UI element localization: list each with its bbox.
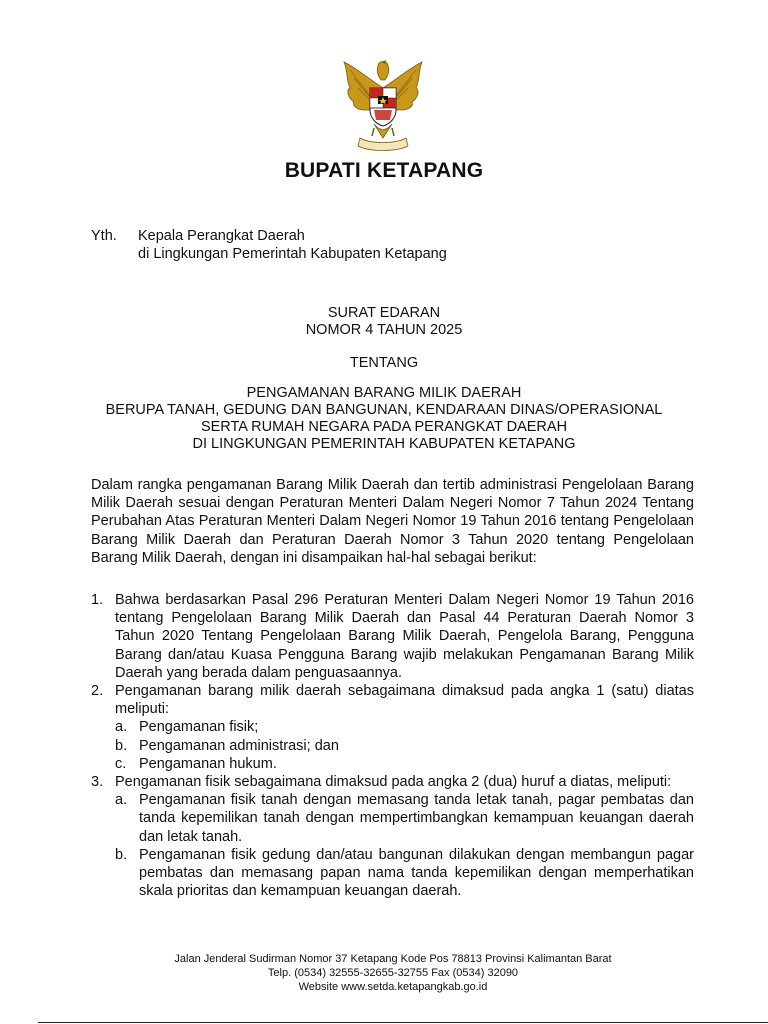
recipient-line-2: di Lingkungan Pemerintah Kabupaten Ketapang xyxy=(138,246,447,262)
sub-item-text: Pengamanan fisik gedung dan/atau bangunan dilakukan dengan membangun pagar pembatas dan memasang papan nama tanda kepemilikan dengan memperhatikan skala prioritas dan kemampuan keuangan daerah. xyxy=(139,846,694,900)
sub-item xyxy=(115,737,694,755)
sub-item-letter: a. xyxy=(115,792,128,809)
subject-line: SERTA RUMAH NEGARA PADA PERANGKAT DAERAH xyxy=(200,419,568,435)
recipient-line-1: Kepala Perangkat Daerah xyxy=(138,228,305,244)
letter-subject xyxy=(0,385,768,453)
sub-item-letter: b. xyxy=(115,846,128,863)
sub-item xyxy=(115,791,694,846)
list-item xyxy=(91,591,694,682)
sub-item-text: Pengamanan administrasi; dan xyxy=(139,737,339,754)
list-item-number: 1. xyxy=(91,592,104,608)
sub-item xyxy=(115,718,694,736)
list-item xyxy=(91,773,694,900)
sub-item-text: Pengamanan hukum. xyxy=(139,755,277,772)
footer-phone: Telp. (0534) 32555-32655-32755 Fax (0534) 32090 xyxy=(267,967,519,979)
list-item-number: 3. xyxy=(91,774,104,791)
sub-item xyxy=(115,846,694,901)
sub-item-letter: a. xyxy=(115,719,128,736)
sub-item-text: Pengamanan fisik; xyxy=(139,719,259,736)
letter-type: SURAT EDARAN xyxy=(327,305,441,321)
subject-line: DI LINGKUNGAN PEMERINTAH KABUPATEN KETAPANG xyxy=(192,436,576,452)
letter-number: NOMOR 4 TAHUN 2025 xyxy=(305,322,463,338)
sub-item-text: Pengamanan fisik tanah dengan memasang tanda letak tanah, pagar pembatas dan tanda kepemilikan tanah dengan mempertimbangkan kemampuan keuangan daerah dan letak tanah. xyxy=(139,792,694,845)
garuda-emblem xyxy=(338,58,428,154)
list-item-text: Pengamanan barang milik daerah sebagaimana dimaksud pada angka 1 (satu) diatas meliputi: xyxy=(115,683,694,718)
sub-item-letter: c. xyxy=(115,755,127,772)
letter-type-block xyxy=(0,305,768,339)
list-item xyxy=(91,682,694,773)
list-item-text: Bahwa berdasarkan Pasal 296 Peraturan Menteri Dalam Negeri Nomor 19 Tahun 2016 tentang Pengelolaan Barang Milik Daerah dan Pasal 44 Peraturan Daerah Nomor 3 Tahun 2020 Tentang Pengelolaan Barang Milik Daerah, Pengelola Barang, Pengguna Barang dan/atau Kuasa Pengguna Barang wajib melakukan Pengamanan Barang Milik Daerah yang berada dalam penguasaannya. xyxy=(115,592,694,681)
list-item-number: 2. xyxy=(91,683,104,700)
footer-address: Jalan Jenderal Sudirman Nomor 37 Ketapang Kode Pos 78813 Provinsi Kalimantan Barat xyxy=(174,953,612,965)
subject-line: PENGAMANAN BARANG MILIK DAERAH xyxy=(246,385,522,401)
point-list xyxy=(91,591,694,900)
footer-divider xyxy=(38,1022,768,1023)
footer-website: Website www.setda.ketapangkab.go.id xyxy=(298,981,488,993)
footer-contact xyxy=(0,952,768,994)
recipient-block xyxy=(91,227,447,263)
sub-item-letter: b. xyxy=(115,737,128,754)
letter-about: TENTANG xyxy=(349,355,419,371)
sub-item xyxy=(115,755,694,773)
page-title: BUPATI KETAPANG xyxy=(284,159,484,182)
list-item-text: Pengamanan fisik sebagaimana dimaksud pada angka 2 (dua) huruf a diatas, meliputi: xyxy=(115,774,672,791)
intro-paragraph: Dalam rangka pengamanan Barang Milik Daerah dan tertib administrasi Pengelolaan Barang Milik Daerah sesuai dengan Peraturan Menteri Dalam Negeri Nomor 7 Tahun 2024 Tentang Perubahan Atas Peraturan Menteri Dalam Negeri Nomor 19 Tahun 2016 tentang Pengelolaan Barang Milik Daerah dan Peraturan Daerah Nomor 3 Tahun 2020 tentang Pengelolaan Barang Milik Daerah, dengan ini disampaikan hal-hal sebagai berikut: xyxy=(91,477,694,566)
subject-line: BERUPA TANAH, GEDUNG DAN BANGUNAN, KENDARAAN DINAS/OPERASIONAL xyxy=(105,402,663,418)
recipient-label: Yth. xyxy=(91,228,117,244)
